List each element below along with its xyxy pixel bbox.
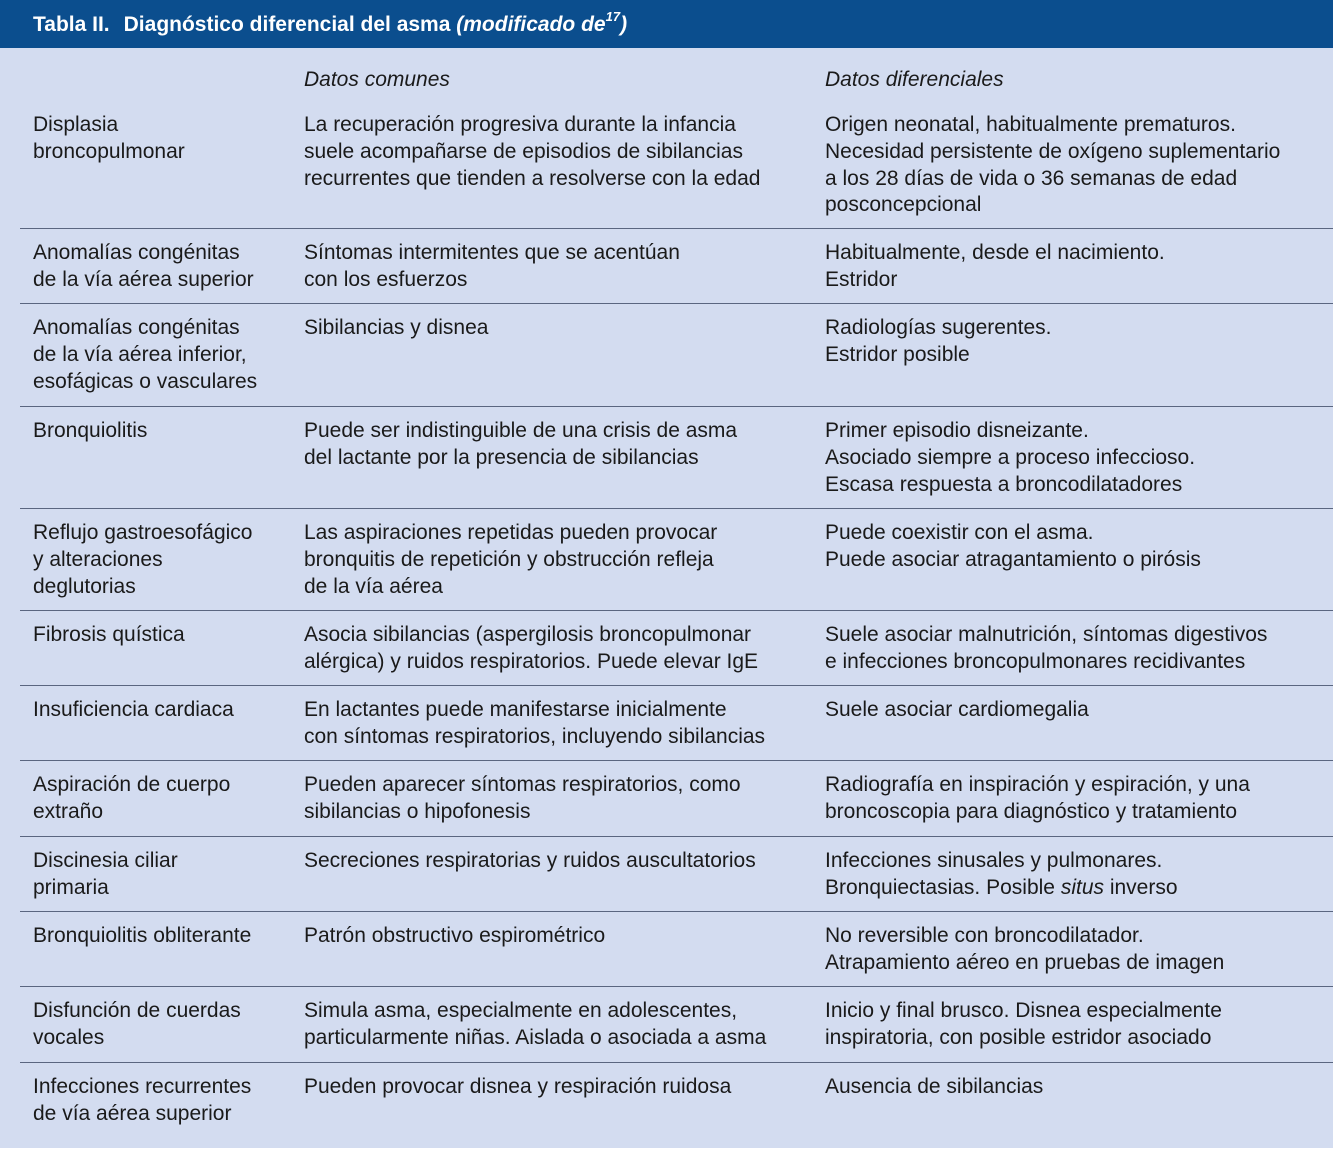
row-differential-data: Suele asociar cardiomegalia [825, 698, 1089, 721]
row-differential-data: Inicio y final brusco. Disnea especialmente inspiratoria, con posible estridor asociado [825, 999, 1222, 1049]
row-differential-data: Primer episodio disneizante. Asociado siempre a proceso infeccioso. Escasa respuesta a broncodilatadores [825, 419, 1196, 496]
row-differential-data: Ausencia de sibilancias [825, 1075, 1044, 1098]
row-differential-data: Puede coexistir con el asma. Puede asociar atragantamiento o pirósis [825, 521, 1201, 571]
row-common-data: Pueden aparecer síntomas respiratorios, como sibilancias o hipofonesis [304, 773, 741, 823]
row-common-data: Las aspiraciones repetidas pueden provocar bronquitis de repetición y obstrucción refleja de la vía aérea [304, 521, 718, 598]
row-divider [20, 836, 1333, 837]
row-divider [20, 760, 1333, 761]
row-divider [20, 986, 1333, 987]
row-common-data: Síntomas intermitentes que se acentúan con los esfuerzos [304, 241, 680, 291]
row-condition: Anomalías congénitas de la vía aérea superior [33, 241, 254, 291]
row-differential-data: Radiografía en inspiración y espiración, y una broncoscopia para diagnóstico y tratamiento [825, 773, 1250, 823]
row-differential-data: Suele asociar malnutrición, síntomas digestivos e infecciones broncopulmonares recidivantes [825, 623, 1268, 673]
column-headers [0, 62, 1333, 98]
row-divider [20, 228, 1333, 229]
row-condition: Discinesia ciliar primaria [33, 849, 178, 899]
situs-italic: situs [1060, 875, 1104, 899]
row-condition: Anomalías congénitas de la vía aérea inferior, esofágicas o vasculares [33, 316, 258, 393]
row-condition: Bronquiolitis obliterante [33, 924, 252, 947]
row-common-data: La recuperación progresiva durante la infancia suele acompañarse de episodios de sibilancias recurrentes que tienden a resolverse con la edad [304, 113, 761, 190]
row-divider [20, 911, 1333, 912]
table-title-text: Diagnóstico diferencial del asma [123, 13, 451, 36]
row-common-data: Sibilancias y disnea [304, 316, 489, 339]
row-condition: Infecciones recurrentes de vía aérea superior [33, 1075, 252, 1125]
row-differential-data: Habitualmente, desde el nacimiento. Estridor [825, 241, 1165, 291]
row-divider [20, 508, 1333, 509]
header-common-data: Datos comunes [304, 68, 450, 91]
table-title-note: (modificado $de^{17}$) [456, 9, 628, 36]
row-divider [20, 685, 1333, 686]
row-common-data: En lactantes puede manifestarse inicialmente con síntomas respiratorios, incluyendo sibilancias [304, 698, 766, 748]
table-title-label: Tabla II. [33, 13, 110, 36]
row-condition: Disfunción de cuerdas vocales [33, 999, 241, 1049]
table-title-ref: 17 [605, 9, 621, 24]
row-differential-data: Origen neonatal, habitualmente prematuros. Necesidad persistente de oxígeno suplementario a los 28 días de vida o 36 semanas de edad posconcepcional [825, 113, 1281, 217]
row-condition: Reflujo gastroesofágico y alteraciones deglutorias [33, 521, 253, 598]
row-common-data: Secreciones respiratorias y ruidos auscultatorios [304, 849, 756, 872]
row-differential-data: Radiologías sugerentes. Estridor posible [825, 316, 1052, 366]
row-divider [20, 610, 1333, 611]
header-differential-data: Datos diferenciales [825, 68, 1004, 91]
row-common-data: Puede ser indistinguible de una crisis de asma del lactante por la presencia de sibilancias [304, 419, 738, 469]
row-divider [20, 303, 1333, 304]
row-condition: Displasia broncopulmonar [33, 113, 185, 163]
row-common-data: Pueden provocar disnea y respiración ruidosa [304, 1075, 732, 1098]
row-common-data: Asocia sibilancias (aspergilosis broncopulmonar alérgica) y ruidos respiratorios. Puede elevar IgE [304, 623, 759, 673]
row-condition: Fibrosis quística [33, 623, 185, 646]
row-condition: Aspiración de cuerpo extraño [33, 773, 231, 823]
row-differential-data: No reversible con broncodilatador. Atrapamiento aéreo en pruebas de imagen [825, 924, 1225, 974]
table-title [0, 0, 1333, 48]
row-divider [20, 406, 1333, 407]
row-divider [20, 1062, 1333, 1063]
row-common-data: Patrón obstructivo espirométrico [304, 924, 606, 947]
row-condition: Bronquiolitis [33, 419, 148, 442]
row-differential-data: Infecciones sinusales y pulmonares. Bronquiectasias. Posible situs inverso [825, 849, 1178, 899]
row-condition: Insuficiencia cardiaca [33, 698, 234, 721]
row-common-data: Simula asma, especialmente en adolescentes, particularmente niñas. Aislada o asociada a asma [304, 999, 767, 1049]
